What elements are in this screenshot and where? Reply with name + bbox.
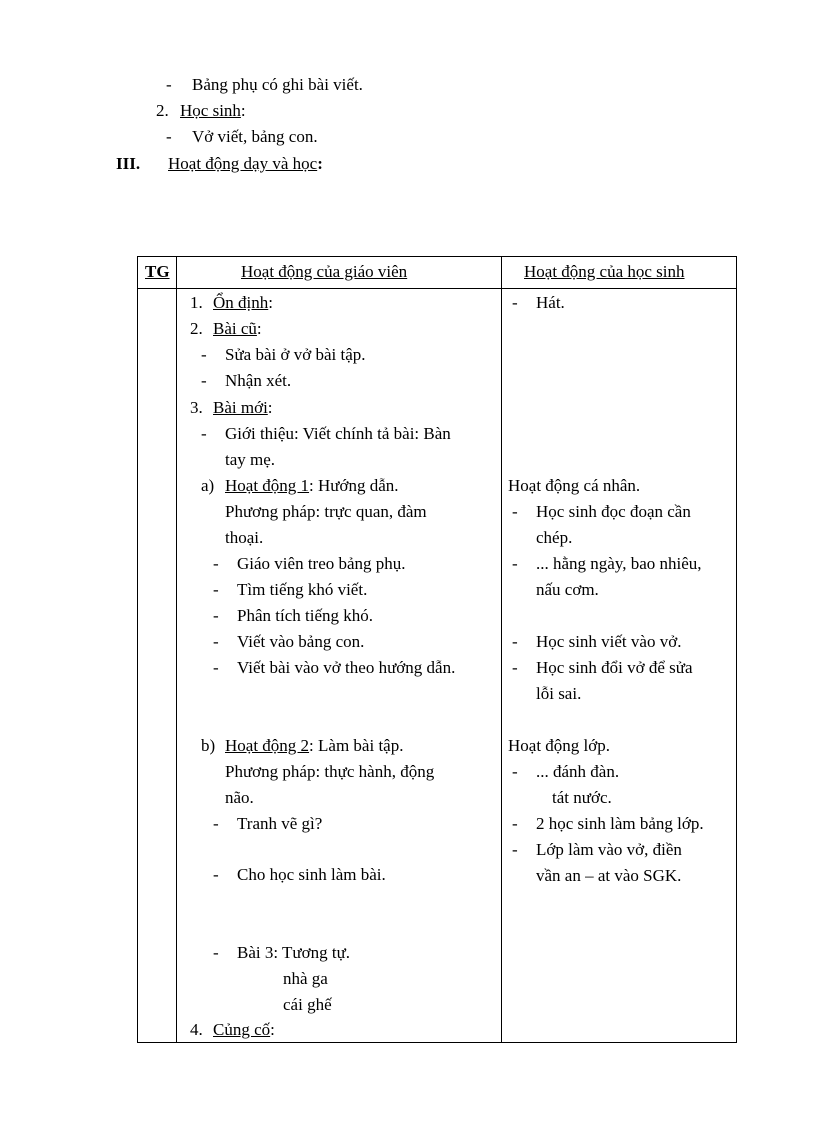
materials-board-text: Bảng phụ có ghi bài viết. <box>192 75 363 94</box>
teacher-item: Giáo viên treo bảng phụ. <box>237 554 406 573</box>
step-stabilize: Ổn định: <box>213 293 273 312</box>
student-item: Học sinh đọc đoạn cần <box>536 502 691 521</box>
activity-1-method-continued: thoại. <box>225 528 264 547</box>
step-consolidation: Củng cố: <box>213 1020 275 1039</box>
activity-label: a) <box>201 476 215 495</box>
header-teacher-activity: Hoạt động của giáo viên <box>241 262 408 281</box>
bullet-dash: - <box>201 345 207 364</box>
bullet-dash: - <box>201 424 207 443</box>
step-number: 1. <box>190 293 203 312</box>
student-item: Hát. <box>536 293 565 312</box>
bullet-dash: - <box>213 865 219 884</box>
teacher-item: Viết vào bảng con. <box>237 632 365 651</box>
bullet-dash: - <box>512 762 518 781</box>
step-number: 4. <box>190 1020 203 1039</box>
activity-label: b) <box>201 736 216 755</box>
header-student-activity: Hoạt động của học sinh <box>524 262 685 281</box>
teacher-item: Nhận xét. <box>225 371 292 390</box>
bullet-dash: - <box>213 943 219 962</box>
student-activity-type: Hoạt động lớp. <box>508 736 611 755</box>
student-item-continued: chép. <box>536 528 573 547</box>
teacher-item: Bài 3: Tương tự. <box>237 943 351 962</box>
step-new-lesson: Bài mới: <box>213 398 273 417</box>
student-item: 2 học sinh làm bảng lớp. <box>536 814 704 833</box>
bullet-dash: - <box>213 606 219 625</box>
step-number: 3. <box>190 398 203 417</box>
header-row-divider <box>137 288 737 289</box>
activity-2-method-continued: não. <box>225 788 254 807</box>
teacher-item: Phân tích tiếng khó. <box>237 606 373 625</box>
item-number: 2. <box>156 101 169 120</box>
activity-1-method: Phương pháp: trực quan, đàm <box>225 502 427 521</box>
bullet-dash: - <box>213 814 219 833</box>
student-item: Học sinh đổi vở để sửa <box>536 658 693 677</box>
bullet-dash: - <box>512 814 518 833</box>
teacher-item: Viết bài vào vở theo hướng dẫn. <box>237 658 456 677</box>
step-old-lesson: Bài cũ: <box>213 319 262 338</box>
bullet-dash: - <box>512 840 518 859</box>
student-item: Học sinh viết vào vở. <box>536 632 682 651</box>
bullet-dash: - <box>213 554 219 573</box>
student-activity-type: Hoạt động cá nhân. <box>508 476 641 495</box>
bullet-dash: - <box>166 75 172 94</box>
student-item-continued: tát nước. <box>552 788 612 807</box>
bullet-dash: - <box>213 632 219 651</box>
header-tg: TG <box>145 262 170 281</box>
teacher-item: Sửa bài ở vở bài tập. <box>225 345 366 364</box>
teacher-item: Tìm tiếng khó viết. <box>237 580 368 599</box>
column-divider <box>501 256 502 1043</box>
student-item: ... hằng ngày, bao nhiêu, <box>536 554 702 573</box>
activity-2-title: Hoạt động 2: Làm bài tập. <box>225 736 404 755</box>
student-item-continued: lỗi sai. <box>536 684 582 703</box>
activity-1-title: Hoạt động 1: Hướng dẫn. <box>225 476 399 495</box>
example-word: nhà ga <box>283 969 328 988</box>
activity-2-method: Phương pháp: thực hành, động <box>225 762 435 781</box>
bullet-dash: - <box>213 580 219 599</box>
bullet-dash: - <box>512 554 518 573</box>
student-item-continued: vần an – at vào SGK. <box>536 866 682 885</box>
step-number: 2. <box>190 319 203 338</box>
bullet-dash: - <box>512 502 518 521</box>
teacher-item: Cho học sinh làm bài. <box>237 865 386 884</box>
section-number: III. <box>116 154 141 173</box>
teacher-item-continued: tay mẹ. <box>225 450 276 469</box>
section-heading: Hoạt động dạy và học: <box>168 154 323 173</box>
column-divider <box>176 256 177 1043</box>
student-item: Lớp làm vào vở, điền <box>536 840 682 859</box>
bullet-dash: - <box>201 371 207 390</box>
bullet-dash: - <box>166 127 172 146</box>
example-word: cái ghế <box>283 995 332 1014</box>
teacher-item: Giới thiệu: Viết chính tả bài: Bàn <box>225 424 451 443</box>
teacher-item: Tranh vẽ gì? <box>237 814 323 833</box>
students-heading: Học sinh: <box>180 101 246 120</box>
student-materials-text: Vở viết, bảng con. <box>192 127 318 146</box>
student-item-continued: nấu cơm. <box>536 580 599 599</box>
student-item: ... đánh đàn. <box>536 762 620 781</box>
bullet-dash: - <box>512 658 518 677</box>
bullet-dash: - <box>512 632 518 651</box>
bullet-dash: - <box>213 658 219 677</box>
bullet-dash: - <box>512 293 518 312</box>
